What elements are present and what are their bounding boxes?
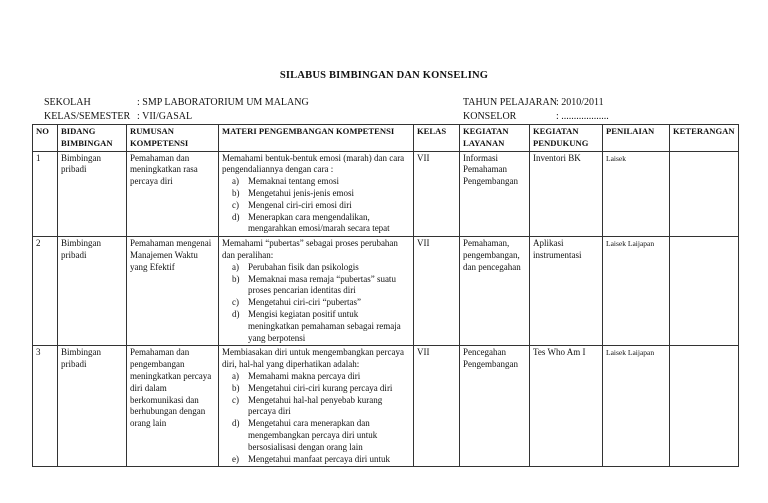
tahun-pelajaran-value: : 2010/2011 — [556, 97, 604, 108]
materi-item — [232, 382, 410, 395]
cell-layanan: Informasi Pemahaman Pengembangan — [460, 151, 530, 237]
cell-rumusan: Pemahaman dan meningkatkan rasa percaya diri — [127, 151, 219, 237]
materi-item-label: d) — [232, 211, 240, 222]
cell-kelas: VII — [414, 237, 460, 346]
materi-list — [222, 371, 410, 465]
materi-item-text: Mengetahui jenis-jenis emosi — [248, 187, 354, 198]
cell-layanan: Pencegahan Pengembangan — [460, 346, 530, 467]
materi-item — [232, 394, 410, 419]
kelas-semester-value: : VII/GASAL — [137, 111, 193, 122]
cell-pendukung: Tes Who Am I — [530, 346, 603, 467]
materi-item-text: Mengisi kegiatan positif untuk meningkatkan pemahaman sebagai remaja yang berpotensi — [248, 308, 401, 343]
cell-kelas: VII — [414, 151, 460, 237]
table-row — [33, 151, 739, 237]
sekolah-label: SEKOLAH — [44, 97, 91, 108]
materi-item — [232, 273, 410, 298]
materi-item-label: a) — [232, 261, 239, 272]
cell-pendukung: Aplikasi instrumentasi — [530, 237, 603, 346]
konselor-label: KONSELOR — [463, 111, 517, 122]
materi-intro: Memahami bentuk-bentuk emosi (marah) dan cara pengendaliannya dengan cara : — [222, 152, 405, 175]
cell-penilaian: Laisek Laijapan — [603, 346, 670, 467]
cell-pendukung: Inventori BK — [530, 151, 603, 237]
table-header-row — [33, 125, 739, 152]
materi-item-label: a) — [232, 370, 239, 381]
cell-no: 1 — [33, 151, 58, 237]
materi-item-text: Mengetahui manfaat percaya diri untuk — [248, 453, 390, 464]
materi-item-text: Memaknai tentang emosi — [248, 176, 339, 187]
materi-item-label: d) — [232, 418, 240, 429]
sekolah-value: : SMP LABORATORIUM UM MALANG — [137, 97, 309, 108]
materi-item-label: b) — [232, 273, 240, 284]
materi-item — [232, 261, 410, 274]
cell-keterangan — [670, 346, 739, 467]
col-header-rumusan: RUMUSAN KOMPETENSI — [127, 125, 219, 152]
cell-materi — [219, 346, 414, 467]
materi-item-text: Mengetahui ciri-ciri kurang percaya diri — [248, 382, 393, 393]
materi-item-label: c) — [232, 297, 239, 308]
col-header-pendukung: KEGIATAN PENDUKUNG — [530, 125, 603, 152]
materi-item-text: Mengetahui cara menerapkan dan mengembangkan percaya diri untuk bersosialisasi dengan orang lain — [248, 418, 378, 452]
col-header-bidang: BIDANG BIMBINGAN — [58, 125, 127, 152]
cell-bidang: Bimbingan pribadi — [58, 237, 127, 346]
table-row — [33, 237, 739, 346]
materi-intro: Membiasakan diri untuk mengembangkan percaya diri, hal-hal yang diperhatikan adalah: — [222, 347, 404, 370]
cell-bidang: Bimbingan pribadi — [58, 346, 127, 467]
cell-penilaian: Laisek — [603, 151, 670, 237]
materi-item-text: Memaknai masa remaja “pubertas” suatu proses pencarian identitas diri — [248, 273, 396, 296]
materi-item — [232, 199, 410, 212]
materi-item — [232, 187, 410, 200]
materi-intro: Memahami “pubertas” sebagai proses perubahan dan peralihan: — [222, 238, 398, 260]
materi-item-label: e) — [232, 453, 239, 464]
materi-item-label: c) — [232, 199, 239, 210]
materi-item-label: d) — [232, 308, 240, 319]
materi-item-label: c) — [232, 394, 239, 405]
cell-keterangan — [670, 151, 739, 237]
tahun-pelajaran-label: TAHUN PELAJARAN — [463, 97, 557, 108]
cell-kelas: VII — [414, 346, 460, 467]
cell-penilaian: Laisek Laijapan — [603, 237, 670, 346]
cell-rumusan: Pemahaman dan pengembangan meningkatkan percaya diri dalam berkomunikasi dan berhubungan dengan orang lain — [127, 346, 219, 467]
materi-item-label: b) — [232, 187, 240, 198]
silabus-table — [32, 124, 739, 467]
table-row — [33, 346, 739, 467]
materi-item-text: Perubahan fisik dan psikologis — [248, 261, 359, 272]
cell-bidang: Bimbingan pribadi — [58, 151, 127, 237]
materi-list — [222, 262, 410, 345]
materi-item-label: a) — [232, 176, 239, 187]
materi-item — [232, 453, 410, 466]
materi-item — [232, 297, 410, 309]
materi-item — [232, 418, 410, 453]
materi-item-text: Mengetahui hal-hal penyebab kurang percaya diri — [248, 394, 383, 417]
materi-item — [232, 211, 410, 236]
materi-item — [232, 370, 410, 383]
materi-item-text: Mengetahui ciri-ciri “pubertas” — [248, 297, 361, 308]
materi-item-text: Menerapkan cara mengendalikan, mengarahkan emosi/marah secara tepat — [248, 211, 390, 234]
col-header-layanan: KEGIATAN LAYANAN — [460, 125, 530, 152]
materi-list — [222, 176, 410, 235]
materi-item-text: Mengenal ciri-ciri emosi diri — [248, 199, 352, 210]
cell-materi — [219, 237, 414, 346]
materi-item — [232, 176, 410, 188]
col-header-no: NO — [33, 125, 58, 152]
cell-keterangan — [670, 237, 739, 346]
cell-no: 3 — [33, 346, 58, 467]
materi-item — [232, 308, 410, 344]
cell-materi — [219, 151, 414, 237]
cell-layanan: Pemahaman, pengembangan, dan pencegahan — [460, 237, 530, 346]
col-header-materi: MATERI PENGEMBANGAN KOMPETENSI — [219, 125, 414, 152]
kelas-semester-label: KELAS/SEMESTER — [44, 111, 131, 122]
materi-item-text: Memahami makna percaya diri — [248, 370, 361, 381]
konselor-value: : ................... — [556, 111, 609, 122]
materi-item-label: b) — [232, 382, 240, 393]
cell-rumusan: Pemahaman mengenai Manajemen Waktu yang Efektif — [127, 237, 219, 346]
cell-no: 2 — [33, 237, 58, 346]
col-header-penilaian: PENILAIAN — [603, 125, 670, 152]
col-header-kelas: KELAS — [414, 125, 460, 152]
document-title: SILABUS BIMBINGAN DAN KONSELING — [279, 70, 489, 81]
col-header-keterangan: KETERANGAN — [670, 125, 739, 152]
